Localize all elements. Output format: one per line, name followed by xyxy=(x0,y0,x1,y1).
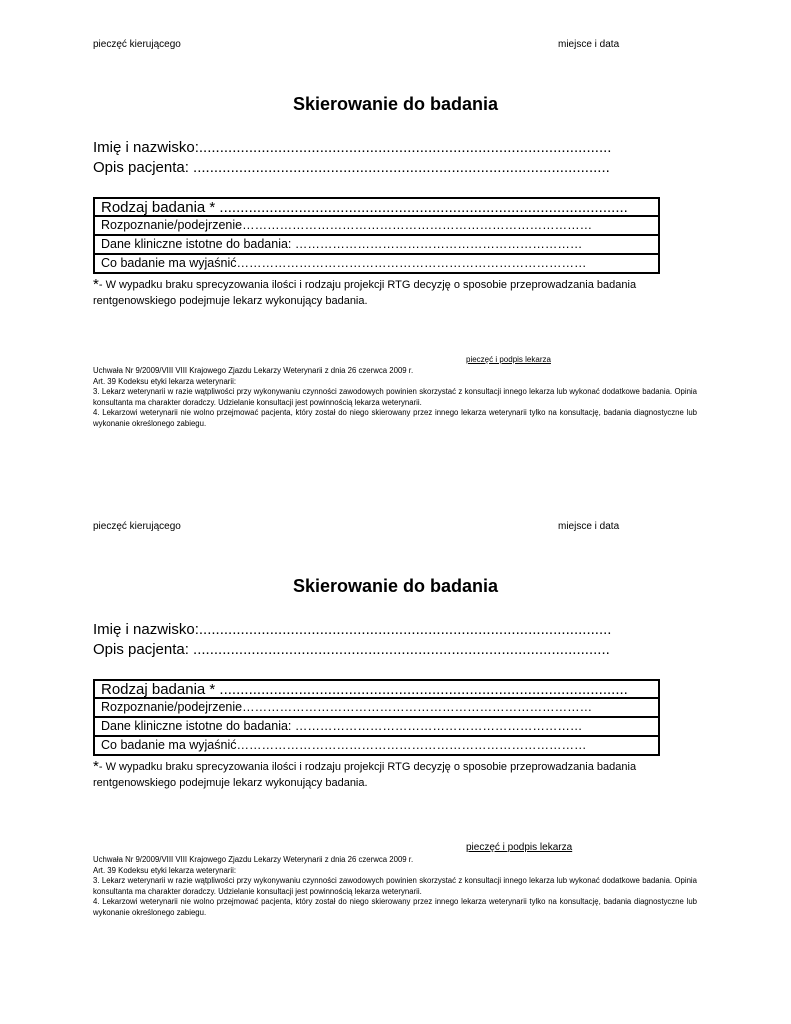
footnote-text: - W wypadku braku sprecyzowania ilości i rodzaju projekcji RTG decyzję o sposobie przeprowadzania badania rentgenowskiego podejmuje lekarz wykonujący badania. xyxy=(93,279,637,307)
clinical-data-row: Dane kliniczne istotne do badania: …………………………………………………………… xyxy=(93,718,660,737)
referral-form-top xyxy=(0,0,791,480)
referral-form-bottom xyxy=(0,482,791,962)
exam-details-table xyxy=(93,197,660,274)
legal-notice xyxy=(93,366,697,429)
doctor-signature-label: pieczęć i podpis lekarza xyxy=(466,355,551,364)
diagnosis-row: Rozpoznanie/podejrzenie………………………………………………………………………… xyxy=(93,699,660,718)
footnote xyxy=(93,277,693,309)
legal-point-4: 4. Lekarzowi weterynarii nie wolno przejmować pacjenta, który został do niego skierowany przez innego lekarza weterynarii tylko na konsultację, badania diagnostyczne lub wykonanie określonego zabiegu. xyxy=(93,897,697,917)
patient-name-field: Imię i nazwisko:................................................................................................... xyxy=(93,139,612,156)
clinical-data-row: Dane kliniczne istotne do badania: …………………………………………………………… xyxy=(93,236,660,255)
legal-article: Art. 39 Kodeksu etyki lekarza weterynarii: xyxy=(93,376,237,386)
referrer-stamp-label: pieczęć kierującego xyxy=(93,521,181,532)
patient-description-field: Opis pacjenta: .................................................................................................... xyxy=(93,641,610,658)
legal-resolution: Uchwała Nr 9/2009/VIII VIII Krajowego Zjazdu Lekarzy Weterynarii z dnia 26 czerwca 2009 r. xyxy=(93,366,414,375)
referrer-stamp-label: pieczęć kierującego xyxy=(93,39,181,50)
footnote xyxy=(93,759,693,791)
patient-description-field: Opis pacjenta: .................................................................................................... xyxy=(93,159,610,176)
form-title: Skierowanie do badania xyxy=(292,576,499,596)
exam-type-row: Rodzaj badania * .................................................................................................. xyxy=(93,679,660,699)
legal-resolution: Uchwała Nr 9/2009/VIII VIII Krajowego Zjazdu Lekarzy Weterynarii z dnia 26 czerwca 2009 r. xyxy=(93,855,414,864)
exam-details-table xyxy=(93,679,660,756)
footnote-star: * xyxy=(93,276,99,293)
footnote-star: * xyxy=(93,758,99,775)
legal-point-3: 3. Lekarz weterynarii w razie wątpliwości przy wykonywaniu czynności zawodowych powinien skorzystać z konsultacji innego lekarza lub wykonać dodatkowe badania. Opinia konsultanta ma charakter doradczy. Udzielanie konsultacji jest powinnością lekarza weterynarii. xyxy=(93,387,697,407)
legal-point-3: 3. Lekarz weterynarii w razie wątpliwości przy wykonywaniu czynności zawodowych powinien skorzystać z konsultacji innego lekarza lub wykonać dodatkowe badania. Opinia konsultanta ma charakter doradczy. Udzielanie konsultacji jest powinnością lekarza weterynarii. xyxy=(93,876,697,896)
form-title: Skierowanie do badania xyxy=(292,94,499,114)
legal-article: Art. 39 Kodeksu etyki lekarza weterynarii: xyxy=(93,865,237,875)
place-date-label: miejsce i data xyxy=(558,39,620,50)
exam-purpose-row: Co badanie ma wyjaśnić………………………………………………………………………… xyxy=(93,737,660,756)
diagnosis-row: Rozpoznanie/podejrzenie………………………………………………………………………… xyxy=(93,217,660,236)
place-date-label: miejsce i data xyxy=(558,521,620,532)
footnote-text: - W wypadku braku sprecyzowania ilości i rodzaju projekcji RTG decyzję o sposobie przeprowadzania badania rentgenowskiego podejmuje lekarz wykonujący badania. xyxy=(93,761,637,789)
legal-notice xyxy=(93,855,697,918)
doctor-signature-label: pieczęć i podpis lekarza xyxy=(466,842,573,853)
patient-name-field: Imię i nazwisko:................................................................................................... xyxy=(93,621,612,638)
exam-purpose-row: Co badanie ma wyjaśnić………………………………………………………………………… xyxy=(93,255,660,274)
exam-type-row: Rodzaj badania * .................................................................................................. xyxy=(93,197,660,217)
legal-point-4: 4. Lekarzowi weterynarii nie wolno przejmować pacjenta, który został do niego skierowany przez innego lekarza weterynarii tylko na konsultację, badania diagnostyczne lub wykonanie określonego zabiegu. xyxy=(93,408,697,428)
